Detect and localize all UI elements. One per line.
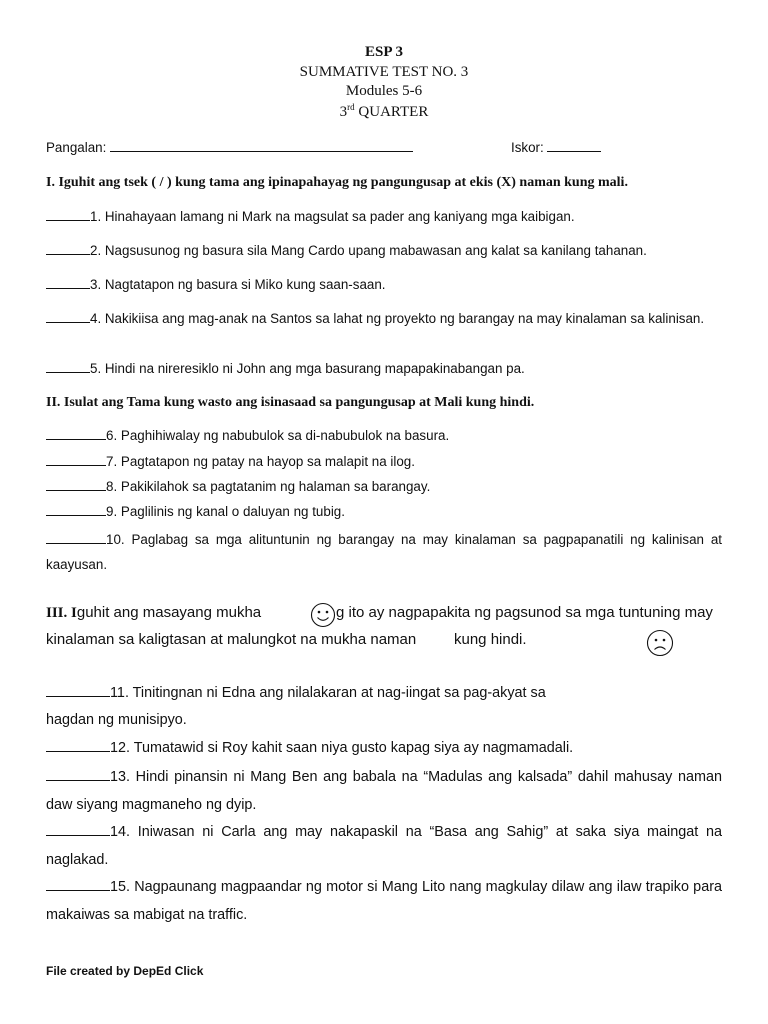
section3-item-continuation: hagdan ng munisipyo. bbox=[46, 712, 187, 728]
item-text: 3. Nagtatapon ng basura si Miko kung saan-saan. bbox=[90, 277, 386, 292]
section3-instr-d: kung hindi. bbox=[454, 631, 527, 648]
section1-instruction: I. Iguhit ang tsek ( / ) kung tama ang ipinapahayag ng pangungusap at ekis (X) naman kung mali. bbox=[46, 175, 628, 190]
item-text: 9. Paglilinis ng kanal o daluyan ng tubig. bbox=[106, 504, 345, 519]
name-label: Pangalan: bbox=[46, 140, 107, 155]
score-field bbox=[511, 140, 601, 155]
item-text: 5. Hindi na nireresiklo ni John ang mga basurang mapapakinabangan pa. bbox=[90, 361, 525, 376]
item-text: 4. Nakikiisa ang mag-anak na Santos sa lahat ng proyekto ng barangay na may kinalaman sa kalinisan. bbox=[90, 311, 705, 326]
item-text: 13. Hindi pinansin ni Mang Ben ang babala na “Madulas ang kalsada” dahil mahusay naman daw siyang magmaneho ng dyip. bbox=[46, 769, 722, 814]
section1-item bbox=[46, 361, 525, 376]
section2-item bbox=[46, 504, 345, 519]
score-blank[interactable] bbox=[547, 140, 601, 152]
answer-blank[interactable] bbox=[46, 243, 90, 255]
item-text: 8. Pakikilahok sa pagtatanim ng halaman sa barangay. bbox=[106, 479, 431, 494]
item-text: 15. Nagpaunang magpaandar ng motor si Mang Lito nang magkulay dilaw ang ilaw trapiko para makaiwas sa mabigat na traffic. bbox=[46, 879, 722, 924]
happy-face-icon bbox=[310, 602, 336, 628]
item-text: 11. Tinitingnan ni Edna ang nilalakaran at nag-iingat sa pag-akyat sa bbox=[110, 685, 546, 701]
section1-item bbox=[46, 243, 647, 258]
answer-blank[interactable] bbox=[46, 879, 110, 891]
answer-blank[interactable] bbox=[46, 277, 90, 289]
section3-item bbox=[46, 685, 546, 701]
answer-blank[interactable] bbox=[46, 504, 106, 516]
answer-blank[interactable] bbox=[46, 685, 110, 697]
section2-item bbox=[46, 479, 430, 494]
answer-blank[interactable] bbox=[46, 769, 110, 781]
section2-instruction: II. Isulat ang Tama kung wasto ang isinasaad sa pangungusap at Mali kung hindi. bbox=[46, 395, 535, 410]
item-text: 12. Tumatawid si Roy kahit saan niya gusto kapag siya ay nagmamadali. bbox=[110, 740, 574, 756]
name-blank[interactable] bbox=[110, 140, 413, 152]
item-text: 10. Paglabag sa mga alituntunin ng barangay na may kinalaman sa pagpapanatili ng kalinisan at kaayusan. bbox=[46, 532, 722, 572]
answer-blank[interactable] bbox=[46, 311, 90, 323]
section3-item bbox=[46, 740, 573, 756]
quarter-suffix: rd bbox=[347, 102, 355, 112]
section3-instr-c: kinalaman sa kaligtasan at malungkot na mukha naman bbox=[46, 631, 417, 648]
sad-face-icon bbox=[646, 629, 674, 657]
answer-blank[interactable] bbox=[46, 361, 90, 373]
section3-instruction-line1 bbox=[46, 604, 261, 622]
footer-credit: File created by DepEd Click bbox=[46, 964, 204, 978]
item-text: 6. Paghihiwalay ng nabubulok sa di-nabubulok na basura. bbox=[106, 428, 450, 443]
section2-item bbox=[46, 428, 449, 443]
section3-instr-b: g ito ay nagpapakita ng pagsunod sa mga tuntuning may bbox=[336, 604, 713, 621]
section3-item bbox=[46, 818, 722, 874]
answer-blank[interactable] bbox=[46, 532, 106, 544]
section3-item bbox=[46, 763, 722, 819]
quarter-label bbox=[0, 102, 768, 121]
quarter-number: 3 bbox=[339, 104, 348, 120]
item-text: 14. Iniwasan ni Carla ang may nakapaskil na “Basa ang Sahig” at saka siya maingat na naglakad. bbox=[46, 824, 722, 869]
section1-item bbox=[46, 311, 722, 327]
section3-item bbox=[46, 873, 722, 929]
answer-blank[interactable] bbox=[46, 428, 106, 440]
item-text: 2. Nagsusunog ng basura sila Mang Cardo upang mabawasan ang kalat sa kanilang tahanan. bbox=[90, 243, 647, 258]
answer-blank[interactable] bbox=[46, 454, 106, 466]
modules-label: Modules 5-6 bbox=[345, 83, 423, 99]
answer-blank[interactable] bbox=[46, 209, 90, 221]
section1-item bbox=[46, 209, 575, 224]
subject-title: ESP 3 bbox=[365, 44, 403, 60]
section3-label: III. I bbox=[46, 605, 77, 621]
section1-item bbox=[46, 277, 386, 292]
item-text: 1. Hinahayaan lamang ni Mark na magsulat sa pader ang kaniyang mga kaibigan. bbox=[90, 209, 575, 224]
quarter-word: QUARTER bbox=[354, 104, 429, 120]
answer-blank[interactable] bbox=[46, 824, 110, 836]
section2-item bbox=[46, 454, 415, 469]
answer-blank[interactable] bbox=[46, 479, 106, 491]
item-text: 7. Pagtatapon ng patay na hayop sa malapit na ilog. bbox=[106, 454, 415, 469]
test-title: SUMMATIVE TEST NO. 3 bbox=[299, 64, 469, 80]
score-label: Iskor: bbox=[511, 140, 544, 155]
section3-instr-a: guhit ang masayang mukha bbox=[76, 604, 262, 621]
section2-item bbox=[46, 528, 722, 578]
name-field bbox=[46, 140, 413, 155]
answer-blank[interactable] bbox=[46, 740, 110, 752]
